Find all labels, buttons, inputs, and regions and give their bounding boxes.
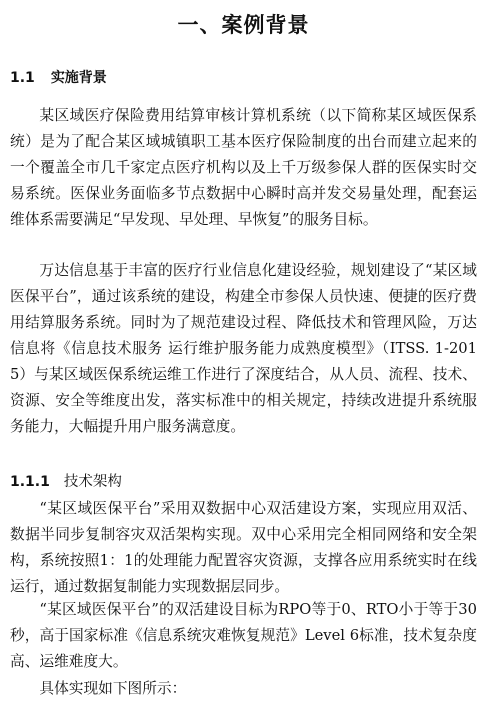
page-title: 一、案例背景: [177, 13, 310, 37]
subsection-number: 1.1.1: [10, 474, 50, 490]
subsection-heading: [10, 470, 122, 494]
paragraph-background: 某区域医疗保险费用结算审核计算机系统（以下简称某区域医保系统）是为了配合某区域城镇职工基本医疗保险制度的出台而建立起来的一个覆盖全市几千家定点医疗机构以及上千万级参保人群的医保实时交易系统。医保业务面临多节点数据中心瞬时高并发交易量处理，配套运维体系需要满足“早发现、早处理、早恢复”的服务目标。: [10, 107, 477, 228]
subsection-heading-text: 技术架构: [63, 474, 122, 490]
paragraph-dual-active: “某区域医保平台”采用双数据中心双活建设方案，实现应用双活、数据半同步复制容灾双活架构实现。双中心采用完全相同网络和安全架构，系统按照1：1的处理能力配置容灾资源，支撑各应用系统实时在线运行，通过数据复制能力实现数据层同步。: [10, 500, 477, 595]
paragraph-rpo-rto: “某区域医保平台”的双活建设目标为RPO等于0、RTO小于等于30秒，高于国家标准《信息系统灾难恢复规范》Level 6标准，技术复杂度高、运维难度大。: [10, 601, 477, 670]
paragraph-figure-intro: 具体实现如下图所示：: [39, 680, 187, 697]
section-heading: [10, 66, 107, 90]
section-heading-text: 实施背景: [50, 70, 107, 86]
section-number: 1.1: [10, 70, 35, 86]
paragraph-wonders-info: 万达信息基于丰富的医疗行业信息化建设经验，规划建设了“某区域医保平台”，通过该系统的建设，构建全市参保人员快速、便捷的医疗费用结算服务系统。同时为了规范建设过程、降低技术和管理风险，万达信息将《信息技术服务 运行维护服务能力成熟度模型》（ITSS. 1-2015）与某区域医保系统运维工作进行了深度结合，从人员、流程、技术、资源、安全等维度出发，落实标准中的相关规定，持续改进提升系统服务能力，大幅提升用户服务满意度。: [10, 262, 477, 435]
